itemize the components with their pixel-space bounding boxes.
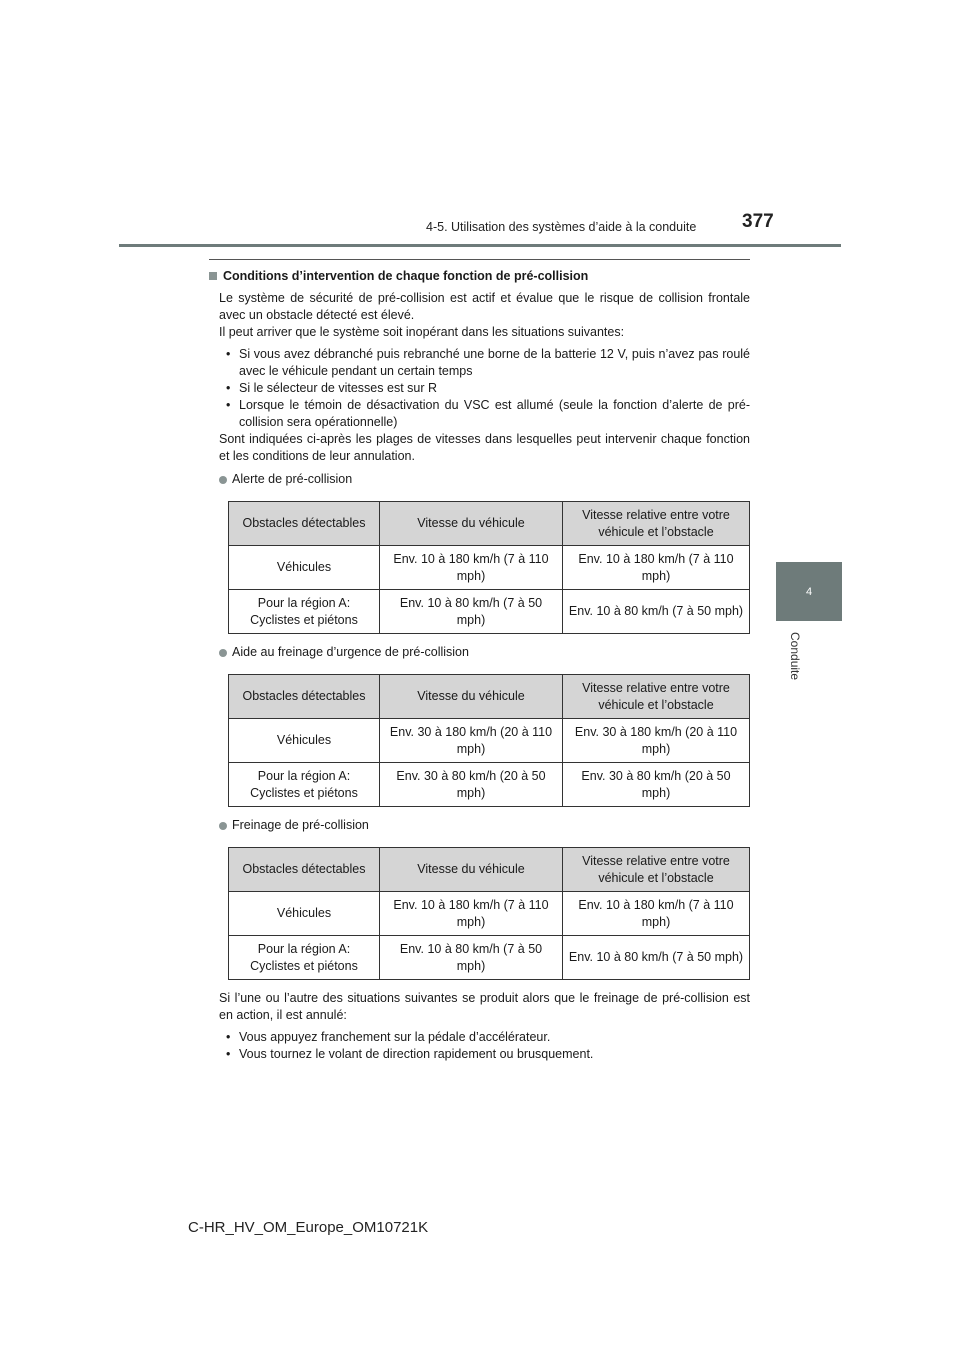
column-header: Vitesse relative entre votre véhicule et l’obstacle (563, 675, 750, 719)
list-item: • Vous appuyez franchement sur la pédale d’accélérateur. (219, 1029, 750, 1046)
document-id: C-HR_HV_OM_Europe_OM10721K (188, 1219, 429, 1236)
page-number: 377 (742, 211, 774, 232)
header-divider (119, 244, 841, 247)
subheading-braking (219, 817, 750, 834)
table-cell: Pour la région A: Cyclistes et piétons (229, 590, 380, 634)
square-bullet-icon (209, 272, 217, 280)
table-braking (228, 847, 750, 980)
column-header: Obstacles détectables (229, 502, 380, 546)
chapter-tab (776, 562, 842, 621)
section-heading (209, 268, 750, 285)
subheading-text: Aide au freinage d’urgence de pré-collision (232, 645, 469, 659)
table-cell: Env. 10 à 180 km/h (7 à 110 mph) (563, 892, 750, 936)
table-cell: Env. 30 à 80 km/h (20 à 50 mph) (563, 763, 750, 807)
main-content (209, 268, 750, 1063)
table-cell: Véhicules (229, 892, 380, 936)
column-header: Vitesse relative entre votre véhicule et l’obstacle (563, 848, 750, 892)
section-heading-text: Conditions d’intervention de chaque fonction de pré-collision (223, 269, 589, 283)
table-header-row (229, 675, 750, 719)
table-cell: Env. 30 à 180 km/h (20 à 110 mph) (380, 719, 563, 763)
table-header-row (229, 502, 750, 546)
section-title: 4-5. Utilisation des systèmes d’aide à la conduite (426, 220, 697, 234)
table-cell: Env. 30 à 80 km/h (20 à 50 mph) (380, 763, 563, 807)
outro-paragraph: Si l’une ou l’autre des situations suivantes se produit alors que le freinage de pré-collision est en action, il est annulé: (219, 991, 750, 1022)
table-row (229, 892, 750, 936)
column-header: Vitesse du véhicule (380, 848, 563, 892)
list-item: • Lorsque le témoin de désactivation du VSC est allumé (seule la fonction d’alerte de pré-collision sera opérationnelle) (219, 397, 750, 431)
cancel-conditions-list (219, 1029, 750, 1063)
table-cell: Env. 10 à 80 km/h (7 à 50 mph) (380, 590, 563, 634)
intro-paragraph-1: Le système de sécurité de pré-collision est actif et évalue que le risque de collision frontale avec un obstacle détecté est élevé. (219, 291, 750, 322)
table-cell: Env. 10 à 80 km/h (7 à 50 mph) (380, 936, 563, 980)
table-row (229, 546, 750, 590)
intro-paragraph-2: Il peut arriver que le système soit inopérant dans les situations suivantes: (219, 325, 625, 339)
conditions-list (219, 346, 750, 431)
subheading-text: Alerte de pré-collision (232, 472, 353, 486)
circle-bullet-icon (219, 822, 227, 830)
table-alert (228, 501, 750, 634)
circle-bullet-icon (219, 649, 227, 657)
table-cell: Pour la région A: Cyclistes et piétons (229, 936, 380, 980)
table-cell: Env. 10 à 180 km/h (7 à 110 mph) (380, 892, 563, 936)
table-row (229, 590, 750, 634)
subheading-alert (219, 471, 750, 488)
circle-bullet-icon (219, 476, 227, 484)
column-header: Vitesse relative entre votre véhicule et l’obstacle (563, 502, 750, 546)
subheading-brake-assist (219, 644, 750, 661)
intro-paragraph-3: Sont indiquées ci-après les plages de vitesses dans lesquelles peut intervenir chaque fonction et les conditions de leur annulation. (219, 432, 750, 463)
column-header: Vitesse du véhicule (380, 675, 563, 719)
table-cell: Env. 10 à 80 km/h (7 à 50 mph) (563, 590, 750, 634)
list-item: • Si vous avez débranché puis rebranché une borne de la batterie 12 V, puis n’avez pas roulé avec le véhicule pendant un certain temps (219, 346, 750, 380)
column-header: Vitesse du véhicule (380, 502, 563, 546)
list-item: • Si le sélecteur de vitesses est sur R (219, 380, 750, 397)
column-header: Obstacles détectables (229, 675, 380, 719)
subheading-text: Freinage de pré-collision (232, 818, 369, 832)
table-row (229, 719, 750, 763)
table-brake-assist (228, 674, 750, 807)
table-row (229, 763, 750, 807)
column-header: Obstacles détectables (229, 848, 380, 892)
table-row (229, 936, 750, 980)
table-cell: Env. 10 à 180 km/h (7 à 110 mph) (563, 546, 750, 590)
list-item: • Vous tournez le volant de direction rapidement ou brusquement. (219, 1046, 750, 1063)
table-cell: Véhicules (229, 546, 380, 590)
table-cell: Pour la région A: Cyclistes et piétons (229, 763, 380, 807)
table-cell: Véhicules (229, 719, 380, 763)
table-cell: Env. 30 à 180 km/h (20 à 110 mph) (563, 719, 750, 763)
chapter-number: 4 (805, 585, 813, 598)
content-divider (209, 259, 750, 260)
table-header-row (229, 848, 750, 892)
chapter-label: Conduite (788, 632, 802, 681)
table-cell: Env. 10 à 180 km/h (7 à 110 mph) (380, 546, 563, 590)
table-cell: Env. 10 à 80 km/h (7 à 50 mph) (563, 936, 750, 980)
